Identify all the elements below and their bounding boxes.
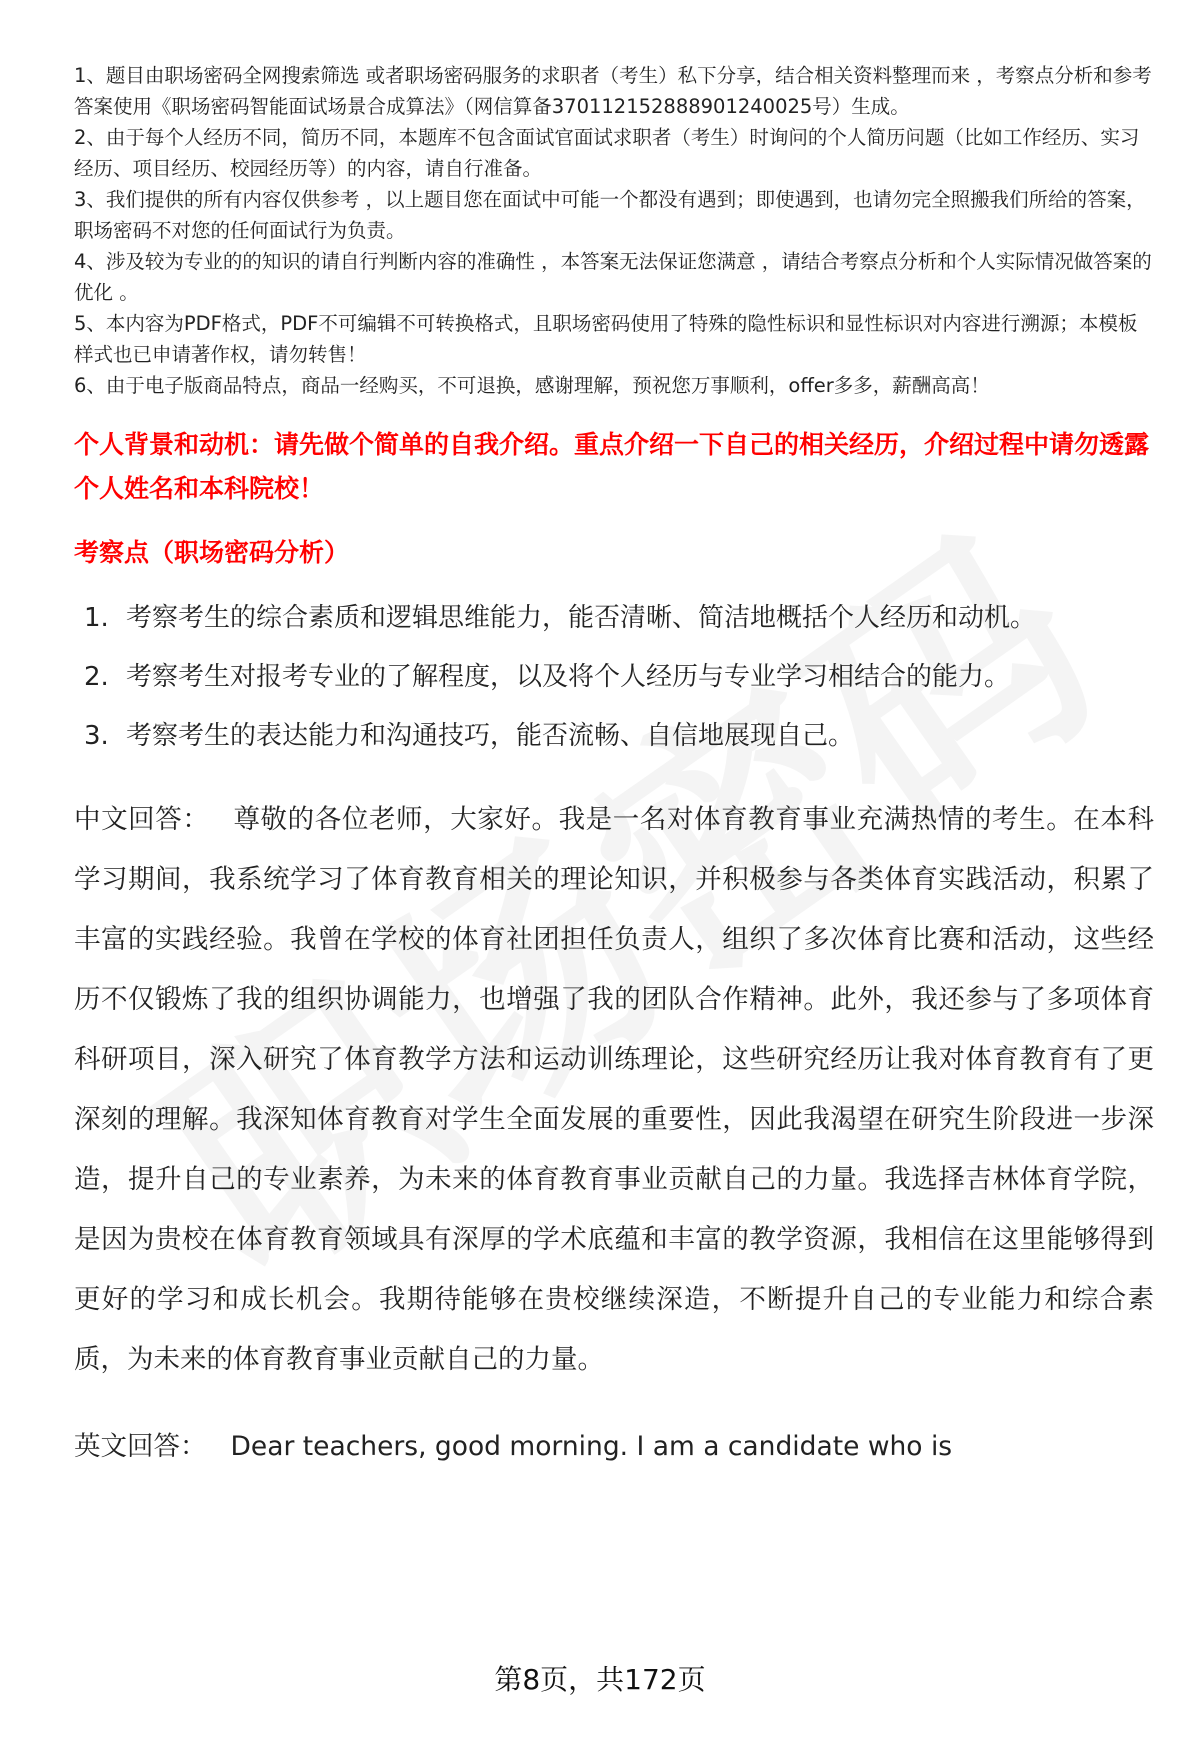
notice-item: 3、我们提供的所有内容仅供参考 ，以上题目您在面试中可能一个都没有遇到；即使遇到，也请勿完全照搬我们所给的答案，职场密码不对您的任何面试行为负责。 bbox=[74, 188, 1146, 242]
point-text: 考察考生对报考专业的了解程度，以及将个人经历与专业学习相结合的能力。 bbox=[126, 662, 1011, 692]
analysis-point bbox=[74, 589, 1154, 648]
question-heading: 个人背景和动机：请先做个简单的自我介绍。重点介绍一下自己的相关经历，介绍过程中请勿透露个人姓名和本科院校！ bbox=[74, 430, 1150, 503]
analysis-point bbox=[74, 707, 1154, 766]
notice-item: 6、由于电子版商品特点，商品一经购买，不可退换，感谢理解，预祝您万事顺利，offer多多，薪酬高高！ bbox=[74, 374, 990, 397]
analysis-point bbox=[74, 648, 1154, 707]
analysis-heading: 考察点（职场密码分析） bbox=[74, 538, 350, 567]
notice-item: 4、涉及较为专业的的知识的请自行判断内容的准确性 ，本答案无法保证您满意 ，请结合考察点分析和个人实际情况做答案的优化 。 bbox=[74, 250, 1152, 304]
chinese-answer bbox=[74, 790, 1154, 1390]
point-number: 1. bbox=[84, 603, 109, 633]
english-answer-text: Dear teachers, good morning. I am a candidate who is bbox=[230, 1430, 953, 1462]
analysis-points bbox=[74, 589, 1154, 766]
chinese-answer-text: 尊敬的各位老师，大家好。我是一名对体育教育事业充满热情的考生。在本科学习期间，我系统学习了体育教育相关的理论知识，并积极参与各类体育实践活动，积累了丰富的实践经验。我曾在学校的体育社团担任负责人，组织了多次体育比赛和活动，这些经历不仅锻炼了我的组织协调能力，也增强了我的团队合作精神。此外，我还参与了多项体育科研项目，深入研究了体育教学方法和运动训练理论，这些研究经历让我对体育教育有了更深刻的理解。我深知体育教育对学生全面发展的重要性，因此我渴望在研究生阶段进一步深造，提升自己的专业素养，为未来的体育教育事业贡献自己的力量。我选择吉林体育学院，是因为贵校在体育教育领域具有深厚的学术底蕴和丰富的教学资源，我相信在这里能够得到更好的学习和成长机会。我期待能够在贵校继续深造，不断提升自己的专业能力和综合素质，为未来的体育教育事业贡献自己的力量。 bbox=[74, 804, 1155, 1375]
page-footer: 第8页，共172页 bbox=[494, 1663, 706, 1696]
point-number: 3. bbox=[84, 721, 109, 751]
point-text: 考察考生的综合素质和逻辑思维能力，能否清晰、简洁地概括个人经历和动机。 bbox=[126, 603, 1037, 633]
english-answer bbox=[74, 1417, 1154, 1477]
point-text: 考察考生的表达能力和沟通技巧，能否流畅、自信地展现自己。 bbox=[126, 721, 855, 751]
notice-item: 1、题目由职场密码全网搜索筛选 或者职场密码服务的求职者（考生）私下分享，结合相关资料整理而来 ，考察点分析和参考答案使用《职场密码智能面试场景合成算法》（网信算备370112152888901240025号）生成。 bbox=[74, 64, 1152, 118]
notice-item: 5、本内容为PDF格式，PDF不可编辑不可转换格式，且职场密码使用了特殊的隐性标识和显性标识对内容进行溯源；本模板样式也已申请著作权，请勿转售！ bbox=[74, 312, 1138, 366]
notice-item: 2、由于每个人经历不同，简历不同，本题库不包含面试官面试求职者（考生）时询问的个人简历问题（比如工作经历、实习经历、项目经历、校园经历等）的内容，请自行准备。 bbox=[74, 126, 1140, 180]
notice-list bbox=[74, 60, 1154, 401]
point-number: 2. bbox=[84, 662, 109, 692]
document-page bbox=[74, 60, 1154, 1503]
chinese-answer-label: 中文回答： bbox=[74, 804, 210, 835]
english-answer-label: 英文回答： bbox=[74, 1430, 207, 1462]
